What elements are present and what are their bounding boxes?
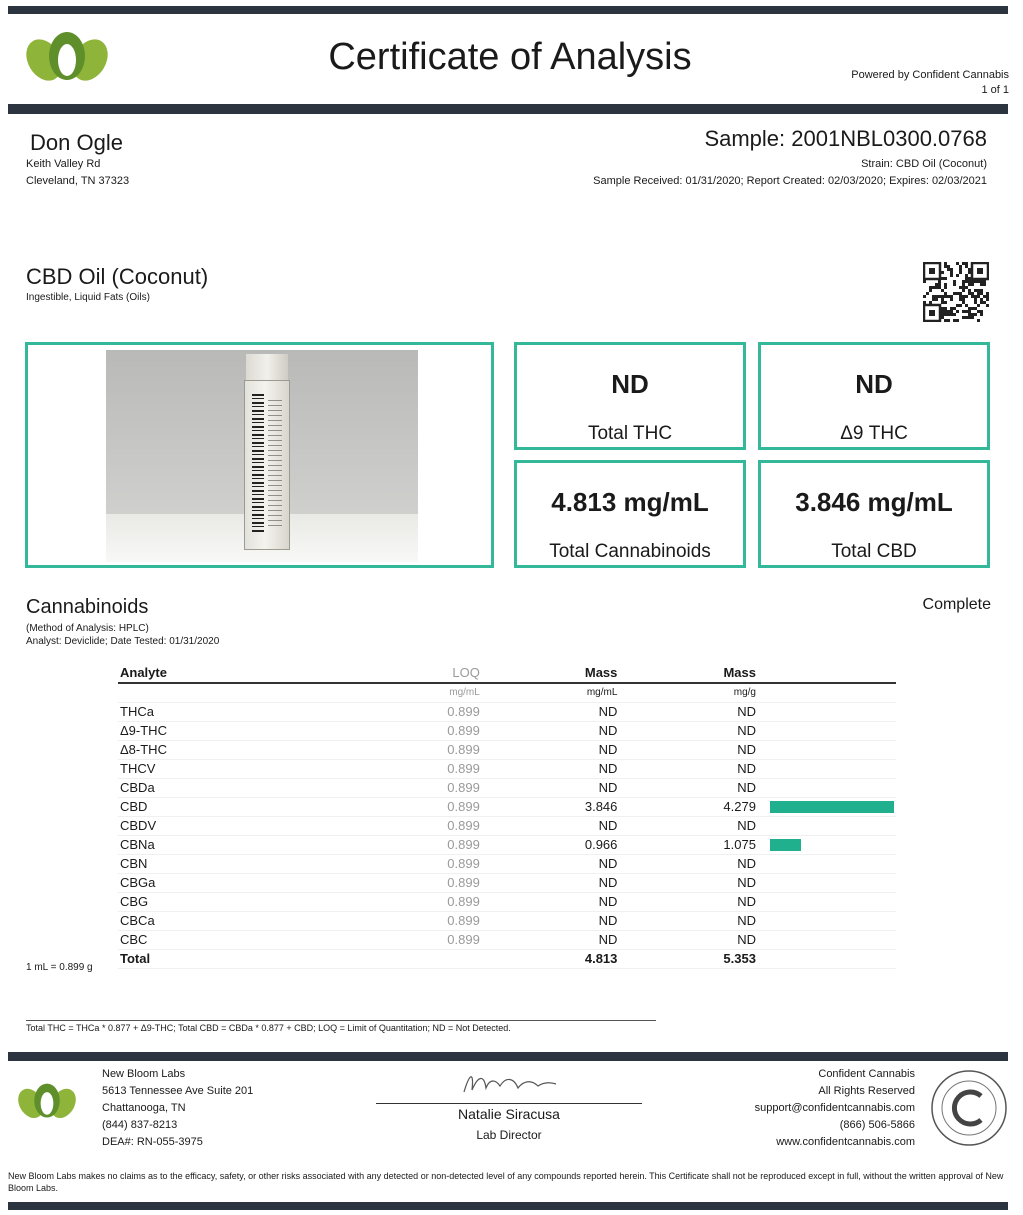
table-row [118,722,896,741]
client-address-line2: Cleveland, TN 37323 [26,175,130,187]
cell-loq: 0.899 [317,874,481,893]
lab-phone: (844) 837-8213 [102,1119,178,1131]
lab-address2: Chattanooga, TN [102,1102,186,1114]
confident-cannabis-info [755,1066,915,1151]
cell-mass-mgg: 4.279 [619,798,758,817]
unit-loq: mg/mL [317,683,481,703]
cell-loq: 0.899 [317,722,481,741]
cell-bar [758,703,896,722]
cell-mass-mgml: ND [482,874,620,893]
cell-mass-mgg: ND [619,741,758,760]
cell-loq: 0.899 [317,912,481,931]
stat-value: 4.813 mg/mL [551,487,709,517]
unit-bar [758,683,896,703]
table-row [118,817,896,836]
unit-mgml: mg/mL [482,683,620,703]
col-mass-mgml: Mass [482,664,620,683]
table-row [118,874,896,893]
cell-analyte: CBDV [118,817,317,836]
cell-mass-mgg: 1.075 [619,836,758,855]
cell-mass-mgml: ND [482,893,620,912]
table-row [118,893,896,912]
col-analyte: Analyte [118,664,317,683]
table-row [118,798,896,817]
stat-value: ND [855,369,893,399]
cell-analyte: THCV [118,760,317,779]
lab-address1: 5613 Tennessee Ave Suite 201 [102,1085,254,1097]
cell-mass-mgml: ND [482,912,620,931]
status-badge: Complete [922,596,991,613]
cell-analyte: CBG [118,893,317,912]
client-panel [16,122,999,248]
stat-total-cbd [758,460,990,568]
client-name: Don Ogle [30,130,123,155]
table-row [118,779,896,798]
product-name: CBD Oil (Coconut) [26,264,209,289]
table-row [118,741,896,760]
cannabinoids-subtitle [26,622,219,648]
cell-bar [758,779,896,798]
col-loq: LOQ [317,664,481,683]
total-label: Total [118,950,317,969]
top-rule [8,6,1008,14]
cell-mass-mgml: ND [482,931,620,950]
table-row [118,760,896,779]
cell-mass-mgg: ND [619,779,758,798]
signature-icon [460,1068,560,1098]
page-number: 1 of 1 [981,84,1009,96]
cell-mass-mgml: 0.966 [482,836,620,855]
mass-bar [770,839,801,851]
cell-analyte: CBGa [118,874,317,893]
cell-loq: 0.899 [317,703,481,722]
confident-cannabis-seal-icon [929,1068,1009,1148]
sample-meta [593,156,987,190]
sample-id: Sample: 2001NBL0300.0768 [704,126,987,151]
powered-by [851,68,1009,98]
table-row [118,836,896,855]
vial-barcode [252,394,264,534]
cell-mass-mgg: ND [619,703,758,722]
lab-logo-icon [26,30,108,86]
col-bar [758,664,896,683]
cell-loq: 0.899 [317,798,481,817]
cell-loq: 0.899 [317,855,481,874]
cell-bar [758,912,896,931]
stat-d9-thc [758,342,990,450]
cell-bar [758,741,896,760]
cell-loq: 0.899 [317,817,481,836]
cell-analyte: CBD [118,798,317,817]
lab-name: New Bloom Labs [102,1068,186,1080]
unit-analyte [118,683,317,703]
cell-bar [758,893,896,912]
cell-bar [758,798,896,817]
product-panel [16,258,999,326]
table-header [118,664,896,683]
cell-analyte: CBDa [118,779,317,798]
table-row [118,912,896,931]
sample-photo [106,350,418,562]
cell-loq: 0.899 [317,893,481,912]
cell-analyte: Δ9-THC [118,722,317,741]
analysis-analyst: Analyst: Deviclide; Date Tested: 01/31/2020 [26,636,220,647]
cell-mass-mgg: ND [619,893,758,912]
cell-loq: 0.899 [317,779,481,798]
table-row [118,931,896,950]
header-rule [8,104,1008,114]
sample-strain: Strain: CBD Oil (Coconut) [861,158,987,170]
cell-mass-mgg: ND [619,760,758,779]
cell-loq: 0.899 [317,836,481,855]
cell-analyte: CBCa [118,912,317,931]
analysis-method: (Method of Analysis: HPLC) [26,623,149,634]
table-row [118,703,896,722]
bottom-rule [8,1202,1008,1210]
cell-mass-mgml: 3.846 [482,798,620,817]
cell-mass-mgg: ND [619,931,758,950]
cell-mass-mgg: ND [619,722,758,741]
legend-note: Total THC = THCa * 0.877 + Δ9-THC; Total CBD = CBDa * 0.877 + CBD; LOQ = Limit of Quantitation; ND = Not Detected. [26,1020,656,1033]
total-loq [317,950,481,969]
disclaimer: New Bloom Labs makes no claims as to the efficacy, safety, or other risks associated with any detected or non-detected level of any compounds reported herein. This Certificate shall not be reproduced except in full, without the written approval of New Bloom Labs. [8,1171,1004,1193]
sample-dates: Sample Received: 01/31/2020; Report Created: 02/03/2020; Expires: 02/03/2021 [593,175,987,187]
vial [244,380,290,550]
cc-name: Confident Cannabis [818,1068,915,1080]
cannabinoids-table [118,664,896,969]
units-row [118,683,896,703]
cc-rights: All Rights Reserved [818,1085,915,1097]
stat-value: ND [611,369,649,399]
cell-analyte: CBN [118,855,317,874]
cell-bar [758,760,896,779]
cell-mass-mgml: ND [482,741,620,760]
vial-cap [246,354,288,382]
cell-bar [758,874,896,893]
stat-label: Total THC [587,423,673,444]
total-mgml: 4.813 [482,950,620,969]
cell-mass-mgml: ND [482,855,620,874]
cell-mass-mgg: ND [619,817,758,836]
page-title: Certificate of Analysis [328,36,692,78]
cell-loq: 0.899 [317,760,481,779]
stat-total-cannabinoids [514,460,746,568]
stat-label: Total CBD [831,541,917,562]
cell-analyte: Δ8-THC [118,741,317,760]
client-address-line1: Keith Valley Rd [26,158,101,170]
cell-bar [758,817,896,836]
table-row [118,855,896,874]
lab-info [102,1066,253,1151]
cell-loq: 0.899 [317,741,481,760]
unit-mgg: mg/g [619,683,758,703]
stat-value: 3.846 mg/mL [795,487,953,517]
cell-analyte: THCa [118,703,317,722]
cell-mass-mgml: ND [482,703,620,722]
total-mgg: 5.353 [619,950,758,969]
sample-photo-frame [25,342,494,568]
footer-rule [8,1052,1008,1061]
lab-dea: DEA#: RN-055-3975 [102,1136,203,1148]
cc-phone: (866) 506-5866 [839,1119,915,1131]
stat-label: Δ9 THC [840,423,908,444]
cell-bar [758,855,896,874]
cell-bar [758,836,896,855]
cell-mass-mgml: ND [482,722,620,741]
signer-name: Natalie Siracusa [458,1106,560,1122]
cell-mass-mgml: ND [482,817,620,836]
cc-web[interactable]: www.confidentcannabis.com [776,1136,915,1148]
cell-bar [758,931,896,950]
total-row [118,950,896,969]
mass-bar [770,801,894,813]
vial-label [268,400,282,530]
total-bar [758,950,896,969]
cell-mass-mgg: ND [619,855,758,874]
stat-label: Total Cannabinoids [549,541,711,562]
product-category: Ingestible, Liquid Fats (Oils) [26,292,150,303]
cell-bar [758,722,896,741]
cell-analyte: CBNa [118,836,317,855]
cell-mass-mgg: ND [619,912,758,931]
cell-mass-mgml: ND [482,779,620,798]
cell-loq: 0.899 [317,931,481,950]
footer-lab-logo-icon [18,1082,76,1122]
qr-code-icon[interactable] [923,262,989,322]
stat-total-thc [514,342,746,450]
cell-mass-mgg: ND [619,874,758,893]
signer-title: Lab Director [476,1128,542,1142]
signature-line [376,1103,642,1104]
cell-mass-mgml: ND [482,760,620,779]
cc-email[interactable]: support@confidentcannabis.com [754,1102,915,1114]
client-address [26,156,129,190]
cell-analyte: CBC [118,931,317,950]
cannabinoids-title: Cannabinoids [26,596,149,618]
conversion-note: 1 mL = 0.899 g [26,962,93,973]
powered-by-text: Powered by Confident Cannabis [851,69,1009,81]
col-mass-mgg: Mass [619,664,758,683]
